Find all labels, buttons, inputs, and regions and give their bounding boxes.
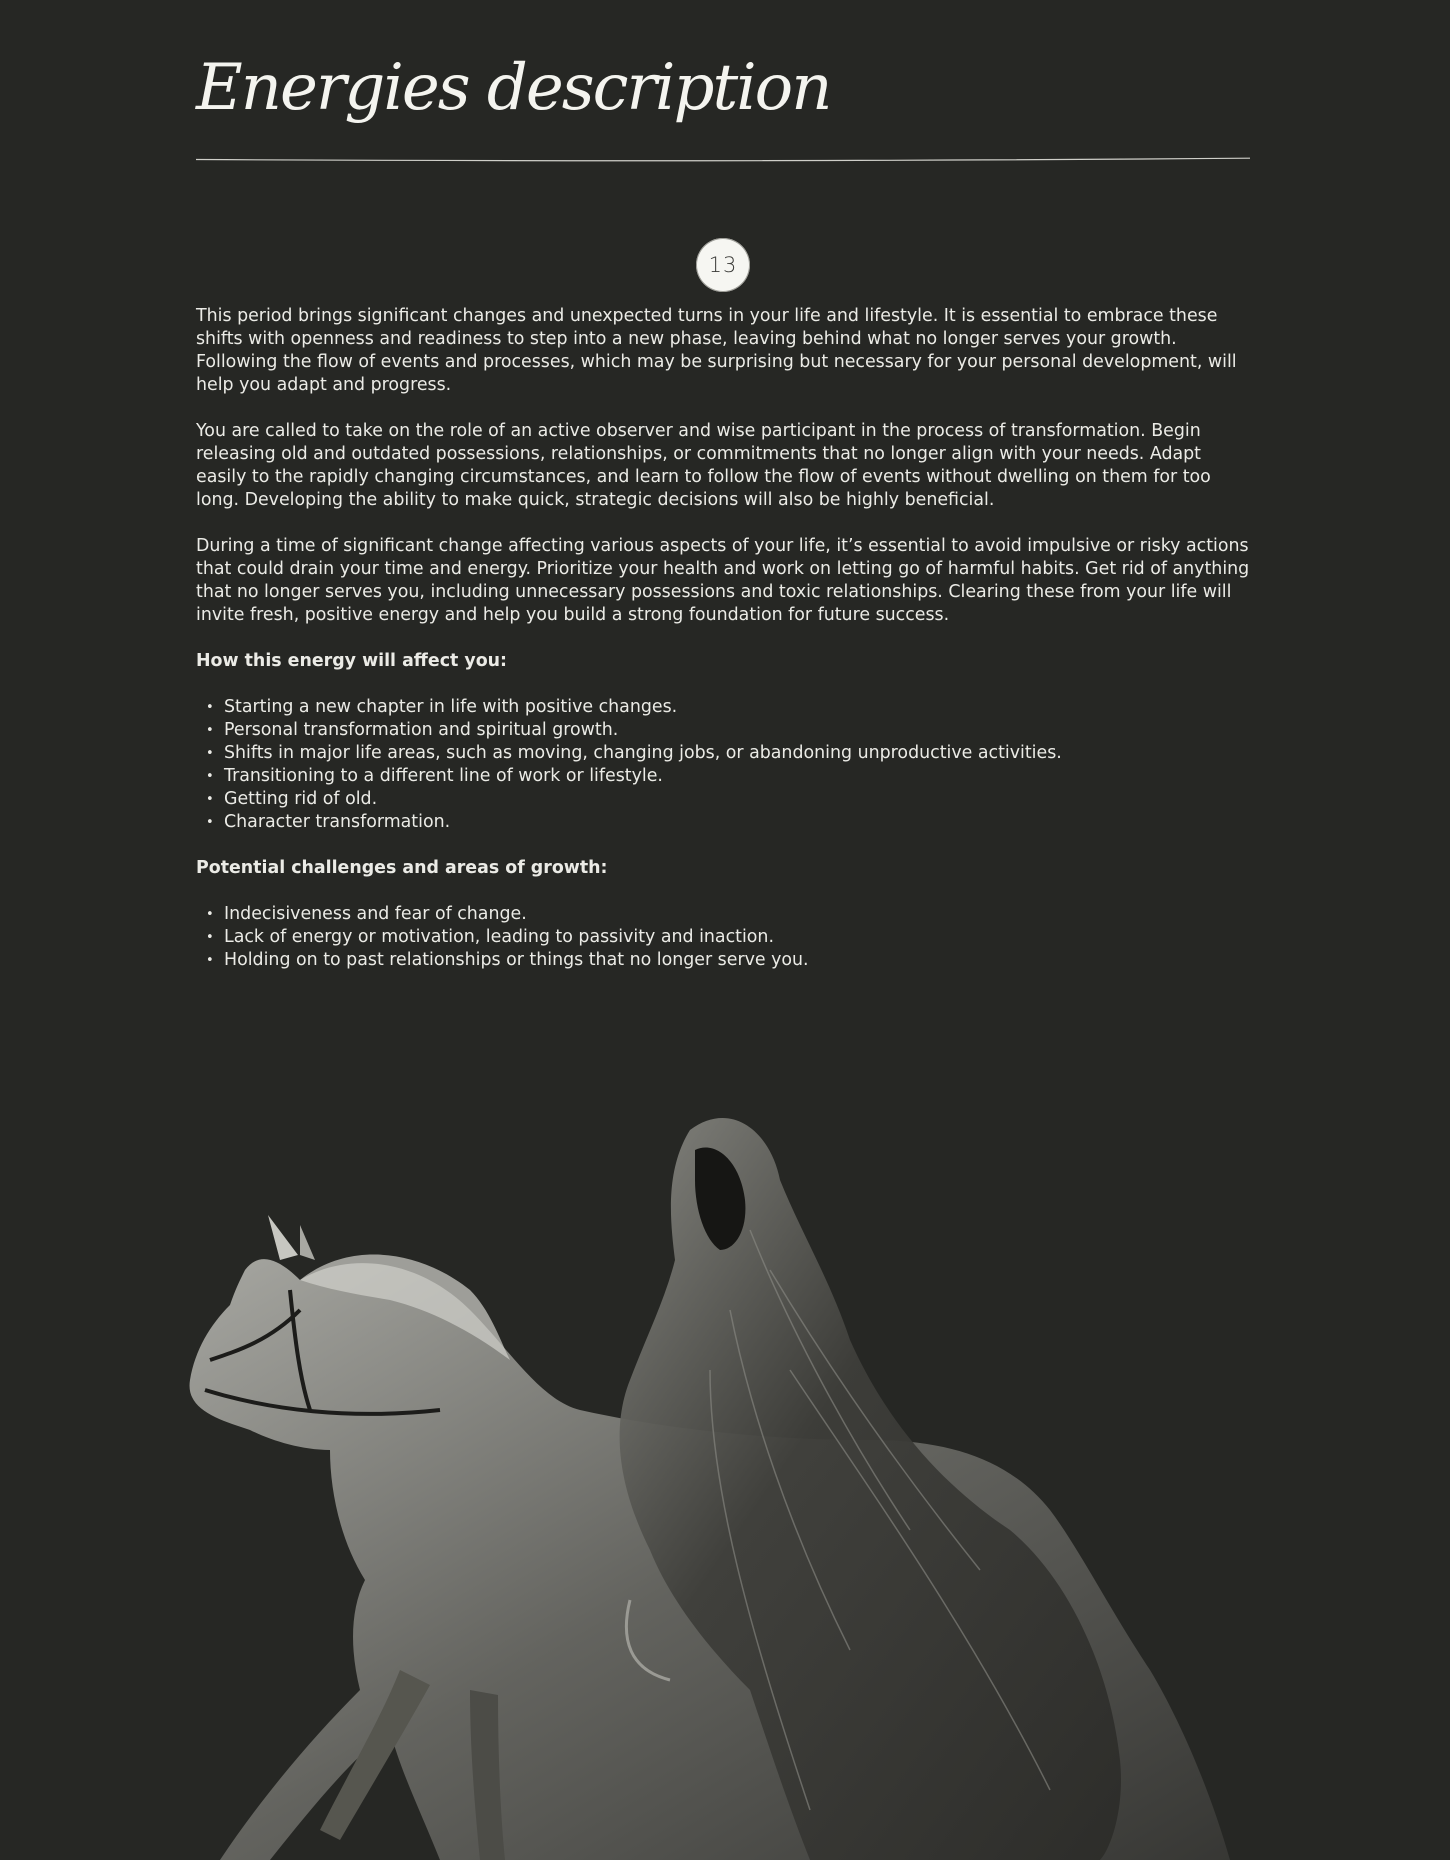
list-item: • Indecisiveness and fear of change. (196, 903, 1250, 926)
list-item: • Holding on to past relationships or things that no longer serve you. (196, 949, 1250, 972)
affect-heading: How this energy will affect you: (196, 651, 507, 671)
title-divider (196, 157, 1250, 163)
list-item: • Character transformation. (196, 811, 1250, 834)
challenges-heading: Potential challenges and areas of growth: (196, 858, 608, 878)
list-item: • Shifts in major life areas, such as moving, changing jobs, or abandoning unproductive activities. (196, 742, 1250, 765)
affect-list (196, 696, 1250, 834)
energy-number-badge: 13 (696, 238, 750, 292)
list-item: • Lack of energy or motivation, leading to passivity and inaction. (196, 926, 1250, 949)
paragraph: This period brings significant changes and unexpected turns in your life and lifestyle. It is essential to embrace these shifts with openness and readiness to step into a new phase, leaving behind what no longer serves your growth. Following the flow of events and processes, which may be surprising but necessary for your personal development, will help you adapt and progress. (196, 306, 1237, 395)
paragraph: You are called to take on the role of an active observer and wise participant in the process of transformation. Begin releasing old and outdated possessions, relationships, or commitments that no longer align with your needs. Adapt easily to the rapidly changing circumstances, and learn to follow the flow of events without dwelling on them for too long. Developing the ability to make quick, strategic decisions will also be highly beneficial. (196, 421, 1211, 510)
page-title: Energies description (196, 51, 831, 125)
hooded-rider-illustration (150, 1110, 1300, 1860)
list-item: • Personal transformation and spiritual growth. (196, 719, 1250, 742)
description-body (196, 305, 1250, 995)
challenges-list (196, 903, 1250, 972)
list-item: • Starting a new chapter in life with positive changes. (196, 696, 1250, 719)
paragraph: During a time of significant change affecting various aspects of your life, it’s essential to avoid impulsive or risky actions that could drain your time and energy. Prioritize your health and work on letting go of harmful habits. Get rid of anything that no longer serves you, including unnecessary possessions and toxic relationships. Clearing these from your life will invite fresh, positive energy and help you build a strong foundation for future success. (196, 536, 1250, 625)
list-item: • Getting rid of old. (196, 788, 1250, 811)
list-item: • Transitioning to a different line of work or lifestyle. (196, 765, 1250, 788)
